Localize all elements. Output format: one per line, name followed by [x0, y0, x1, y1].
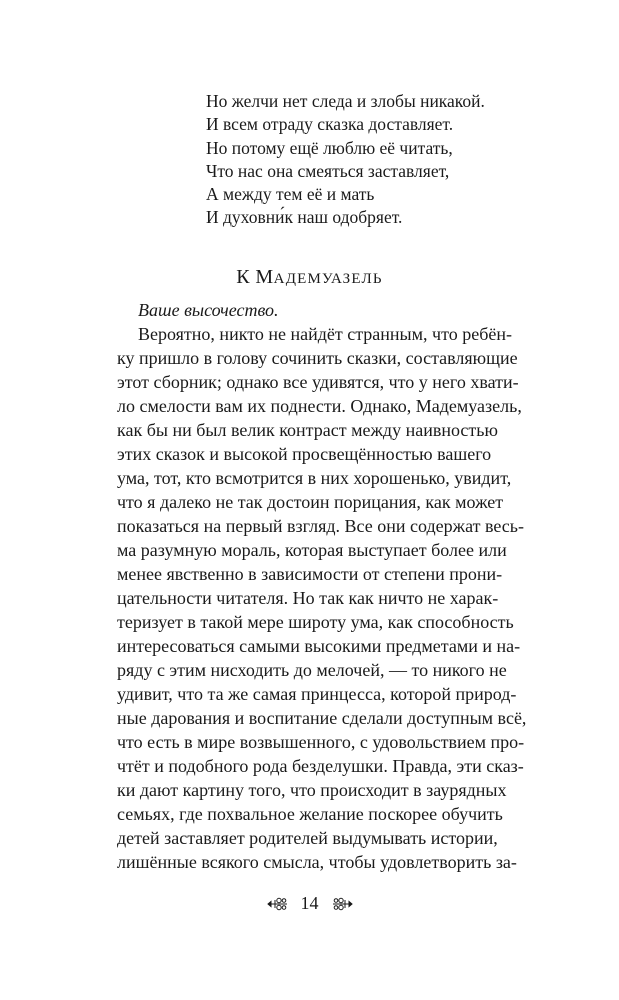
- heading-initial: К: [236, 266, 251, 288]
- body-line: что я далеко не так достоин порицания, как может: [117, 492, 504, 512]
- fleuron-right-icon: [331, 897, 353, 911]
- body-line: показаться на первый взгляд. Все они содержат весь-: [117, 516, 524, 536]
- body-line: этих сказок и высокой просвещённостью вашего: [117, 444, 492, 464]
- body-line: менее явственно в зависимости от степени прони-: [117, 564, 503, 584]
- poem-line: Что нас она смеяться заставляет,: [206, 160, 450, 181]
- page-number: 14: [300, 893, 319, 913]
- body-line: теризует в такой мере широту ума, как способность: [117, 612, 514, 632]
- section-heading: [0, 266, 619, 289]
- body-line: Вероятно, никто не найдёт странным, что ребён-: [138, 324, 512, 344]
- heading-rest: АДЕМУАЗЕЛЬ: [273, 271, 383, 287]
- poem-line: И духовни́к наш одобряет.: [206, 207, 403, 228]
- body-line: чтёт и подобного рода безделушки. Правда, эти сказ-: [117, 756, 524, 776]
- body-line: цательности читателя. Но так как ничто не харак-: [117, 588, 499, 608]
- body-line: ма разумную мораль, которая выступает более или: [117, 540, 507, 560]
- body-line: ки дают картину того, что происходит в заурядных: [117, 780, 507, 800]
- poem-line: А между тем её и мать: [206, 184, 375, 205]
- body-line: как бы ни был велик контраст между наивностью: [117, 420, 498, 440]
- body-line: ку пришло в голову сочинить сказки, составляющие: [117, 348, 518, 368]
- heading-initial: М: [255, 266, 274, 288]
- body-line: ряду с этим нисходить до мелочей, — то никого не: [117, 660, 507, 680]
- body-line: ные дарования и воспитание сделали доступным всё,: [117, 708, 527, 728]
- body-line: лишённые всякого смысла, чтобы удовлетворить за-: [117, 852, 517, 872]
- poem-line: Но желчи нет следа и злобы никакой.: [206, 91, 485, 111]
- salutation: Ваше высочество.: [138, 300, 279, 320]
- body-line: удивит, что та же самая принцесса, которой природ-: [117, 684, 517, 704]
- page-footer: [0, 893, 619, 914]
- body-line: семьях, где похвальное желание поскорее обучить: [117, 804, 503, 824]
- body-line: детей заставляет родителей выдумывать истории,: [117, 828, 498, 848]
- fleuron-left-icon: [267, 897, 289, 911]
- poem-line: И всем отраду сказка доставляет.: [206, 114, 454, 135]
- poem-line: Но потому ещё люблю её читать,: [206, 137, 453, 158]
- poem-stanza: [206, 90, 485, 230]
- body-paragraph: [117, 322, 531, 874]
- body-line: интересоваться самыми высокими предметами и на-: [117, 636, 521, 656]
- body-line: ло смелости вам их поднести. Однако, Мадемуазель,: [117, 396, 522, 416]
- body-line: что есть в мире возвышенного, с удовольствием про-: [117, 732, 525, 752]
- body-line: этот сборник; однако все удивятся, что у него хвати-: [117, 372, 519, 392]
- body-line: ума, тот, кто всмотрится в них хорошенько, увидит,: [117, 468, 512, 488]
